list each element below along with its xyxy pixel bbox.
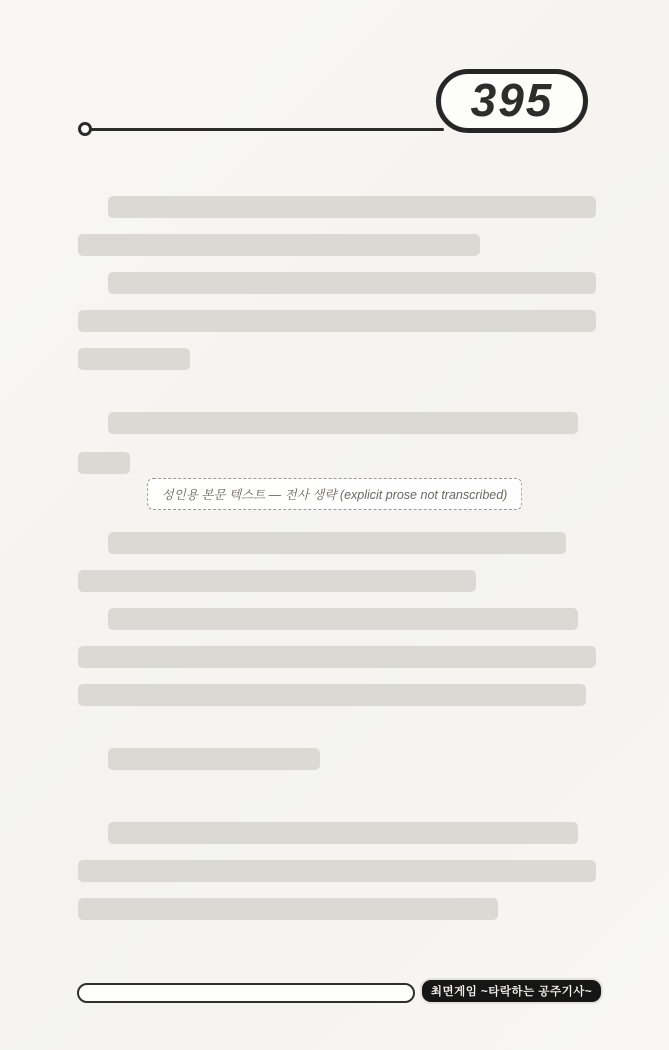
redacted-text-line bbox=[78, 898, 498, 920]
redacted-text-line bbox=[78, 860, 596, 882]
footer-rule-capsule bbox=[77, 983, 415, 1003]
series-title: 최면게임 ~타락하는 공주기사~ bbox=[430, 986, 593, 998]
redacted-text-line bbox=[78, 310, 596, 332]
redacted-text-line bbox=[78, 570, 476, 592]
redacted-text-line bbox=[108, 822, 578, 844]
redacted-text-line bbox=[78, 234, 480, 256]
redacted-text-line bbox=[78, 684, 586, 706]
redacted-text-line bbox=[108, 196, 596, 218]
redacted-text-line bbox=[78, 646, 596, 668]
redacted-text-line bbox=[78, 348, 190, 370]
redacted-text-line bbox=[108, 608, 578, 630]
header-rule-line bbox=[88, 128, 444, 131]
page-number-pill bbox=[436, 69, 588, 133]
redacted-text-line bbox=[108, 272, 596, 294]
redacted-dialogue-line bbox=[78, 452, 130, 474]
page-number: 395 bbox=[470, 74, 554, 126]
redacted-dialogue-line bbox=[108, 748, 320, 770]
header-rule-end-ring bbox=[78, 122, 92, 136]
redaction-notice: 성인용 본문 텍스트 — 전사 생략 (explicit prose not transcribed) bbox=[147, 478, 523, 510]
redacted-text-line bbox=[108, 532, 566, 554]
redacted-dialogue-line bbox=[108, 412, 578, 434]
series-title-badge bbox=[422, 980, 601, 1002]
